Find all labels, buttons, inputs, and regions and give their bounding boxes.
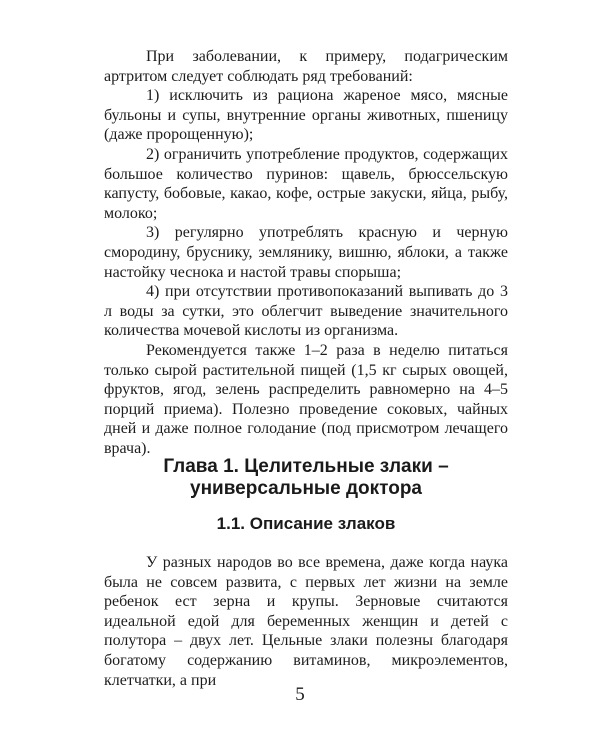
- section-heading: 1.1. Описание злаков: [216, 514, 396, 533]
- top-text-block: [104, 47, 508, 458]
- paragraph-grains-intro: У разных народов во все времена, даже когда наука была не совсем развита, с первых лет жизни на земле ребенок ест зерна и крупы. Зерновые считаются идеальной едой для беременных женщин и детей с полутора – двух лет. Цельные злаки полезны благодаря богатому содержанию витаминов, микроэлементов, клетчатки, а при: [104, 554, 508, 689]
- page-number: 5: [295, 684, 305, 705]
- paragraph-list-item-4: 4) при отсутствии противопоказаний выпивать до 3 л воды за сутки, это облегчит выведение значительного количества мочевой кислоты из организма.: [104, 283, 508, 340]
- chapter-heading: [104, 456, 508, 500]
- paragraph-list-item-2: 2) ограничить употребление продуктов, содержащих большое количество пуринов: щавель, брюссельскую капусту, бобовые, какао, кофе, острые закуски, яйца, рыбу, молоко;: [104, 145, 508, 222]
- paragraph-intro: При заболевании, к примеру, подагрическим артритом следует соблюдать ряд требований:: [104, 48, 508, 85]
- bottom-text-block: [104, 553, 508, 690]
- paragraph-recommendation: Рекомендуется также 1–2 раза в неделю питаться только сырой растительной пищей (1,5 кг сырых овощей, фруктов, ягод, зелень распределить равномерно на 4–5 порций приема). Полезно проведение соковых, чайных дней и даже полное голодание (под присмотром лечащего врача).: [104, 341, 508, 457]
- chapter-heading-line-2: универсальные доктора: [190, 478, 422, 499]
- paragraph-list-item-3: 3) регулярно употреблять красную и черную смородину, бруснику, землянику, вишню, яблоки, а также настойку чеснока и настой травы спорыша;: [104, 224, 508, 281]
- paragraph-list-item-1: 1) исключить из рациона жареное мясо, мясные бульоны и супы, внутренние органы животных, пшеницу (даже пророщенную);: [104, 87, 508, 144]
- chapter-heading-line-1: Глава 1. Целительные злаки –: [163, 456, 449, 477]
